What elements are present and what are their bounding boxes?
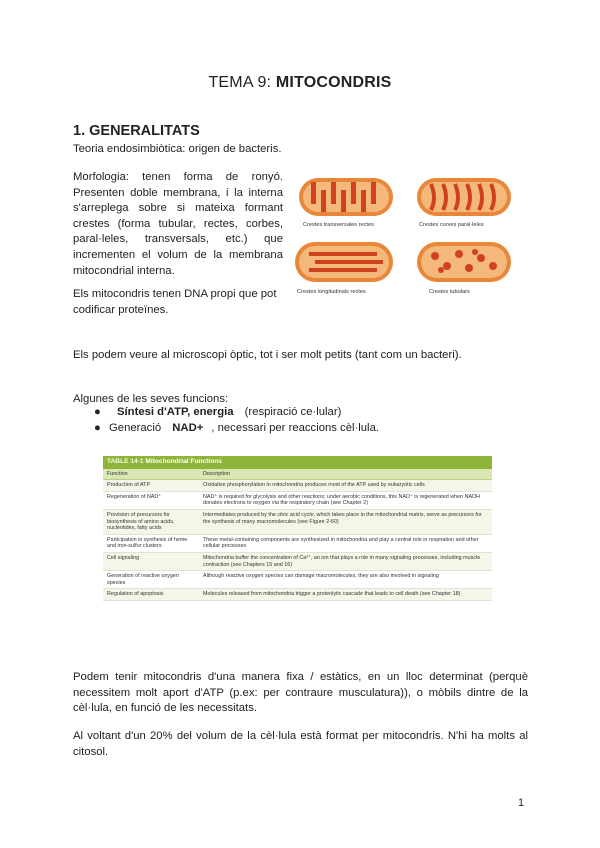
mito-transverse — [299, 178, 393, 216]
table-row: Cell signaling Mitochondria buffer the concentration of Ca²⁺, an ion that plays a role in many signaling processes, including muscle contraction (see Chapters 15 and 16) — [103, 552, 492, 570]
list-item: ● Síntesi d'ATP, energia (respiració ce·lular) — [73, 405, 379, 421]
page-title — [0, 74, 600, 92]
table-row: Generation of reactive oxygen species Although reactive oxygen species can damage macromolecules, they are also involved in signaling — [103, 571, 492, 589]
title-prefix: TEMA 9: — [208, 74, 276, 91]
mito-longitudinal — [295, 242, 393, 282]
functions-intro: Algunes de les seves funcions: — [73, 393, 229, 405]
table-row: Participation in synthesis of heme and iron-sulfur clusters These metal-containing components are synthesized in mitochondria and play a central role in respiration and other cellular processes — [103, 534, 492, 552]
mito-curved — [417, 178, 511, 216]
table-row: Regeneration of NAD⁺ NAD⁺ is required for glycolysis and other reactions; under aerobic conditions, this NAD⁺ is regenerated when NADH donates electrons to oxygen via the respiratory chain (see Chapter 2) — [103, 491, 492, 509]
morphology-paragraph: Morfologia: tenen forma de ronyó. Presenten doble membrana, i la interna s'arreplega sobre si mateixa formant crestes (forma tubular, rectes, corbes, paral·leles, transversals, etc.) que incrementen el volum de la membrana mitocondrial interna. — [73, 171, 283, 277]
mitochondrial-functions-table — [103, 456, 492, 601]
table-row: Provision of precursors for biosynthesis of amino acids, nucleotides, fatty acids Intermediates produced by the citric acid cycle, which takes place in the mitochondrial matrix, serve as precursors for the synthesis of many macromolecules (see Figure 2-60) — [103, 509, 492, 534]
caption-curved: Crestes curves paral·leles — [419, 222, 484, 228]
table-header-row — [103, 469, 492, 480]
table-caption: TABLE 14-1 Mitochondrial Functions — [103, 456, 492, 469]
section-heading: 1. GENERALITATS — [73, 123, 200, 139]
bullet-icon: ● — [94, 421, 101, 434]
table-row: Production of ATP Oxidative phosphorylation in mitochondria produces most of the ATP used by eukaryotic cells — [103, 480, 492, 492]
dna-paragraph: Els mitocondris tenen DNA propi que pot codificar proteïnes. — [73, 288, 277, 316]
functions-list — [73, 405, 379, 436]
table-header: Description — [199, 469, 492, 480]
mitochondria-figure — [291, 170, 531, 300]
list-item: ● Generació NAD+ , necessari per reaccions cèl·lula. — [73, 421, 379, 437]
table-header: Function — [103, 469, 199, 480]
page-number: 1 — [518, 797, 525, 809]
fixed-mobile-paragraph: Podem tenir mitocondris d'una manera fixa / estàtics, en un lloc determinat (perquè necessitem molt aport d'ATP (p.ex: per contraure musculatura)), o mòbils dintre de la cèl·lula, en funció de les necessitats. — [73, 671, 528, 715]
caption-longitudinal: Crestes longitudinals rectes — [297, 289, 366, 295]
caption-tubular: Crestes tubulars — [429, 289, 470, 295]
endosymbiotic-paragraph: Teoria endosimbiòtica: origen de bacteris. — [73, 143, 282, 155]
bullet-icon: ● — [94, 406, 101, 418]
title-main: MITOCONDRIS — [275, 74, 392, 91]
table-row: Regulation of apoptosis Molecules released from mitochondria trigger a proteolytic cascade that leads to cell death (see Chapter 18) — [103, 589, 492, 601]
mito-tubular — [417, 242, 511, 282]
volume-paragraph: Al voltant d'un 20% del volum de la cèl·lula està format per mitocondris. N'hi ha molts al citosol. — [73, 730, 528, 758]
caption-transverse: Crestes transversales rectes — [303, 222, 374, 228]
microscope-paragraph: Els podem veure al microscopi òptic, tot i ser molt petits (tant com un bacteri). — [73, 349, 462, 361]
